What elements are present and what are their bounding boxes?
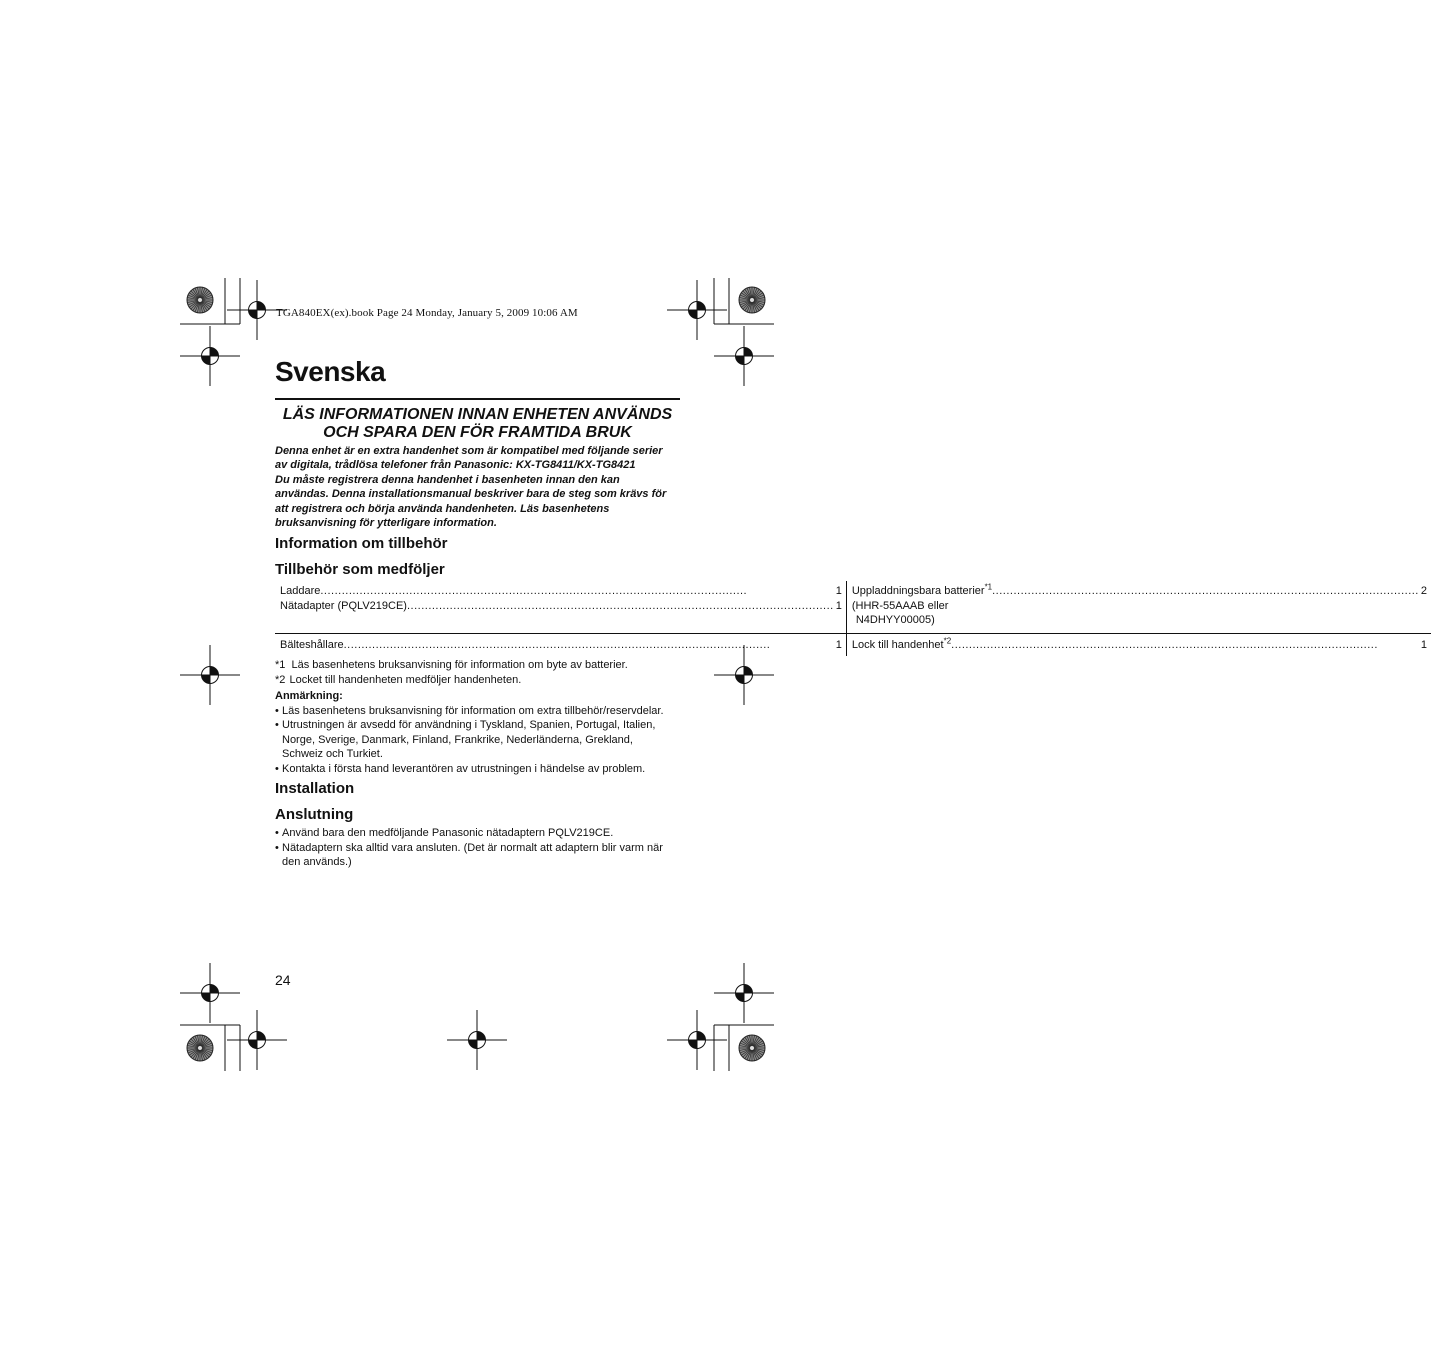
accessory-name: Laddare xyxy=(280,585,321,597)
footnote-ref: *2 xyxy=(943,636,952,646)
dot-leader xyxy=(407,599,834,614)
footnote-mark: *2 xyxy=(275,674,286,686)
dot-leader xyxy=(992,584,1419,599)
table-cell xyxy=(846,581,1431,634)
intro-line: av digitala, trådlösa telefoner från Panasonic: KX-TG8411/KX-TG8421 xyxy=(275,459,636,472)
accessory-name: Bälteshållare xyxy=(280,639,344,651)
subsection-heading-included: Tillbehör som medföljer xyxy=(275,561,445,578)
dot-leader xyxy=(344,638,834,653)
accessory-name: Nätadapter (PQLV219CE) xyxy=(280,599,407,612)
notes-block xyxy=(275,689,685,776)
accessory-name: Uppladdningsbara batterier$^{*1}$ xyxy=(851,582,993,597)
footnote-2 xyxy=(275,674,521,686)
intro-line: användas. Denna installationsmanual beskriver bara de steg som krävs för xyxy=(275,488,667,501)
list-item: • Nätadaptern ska alltid vara ansluten. (Det är normalt att adaptern blir varm när den används.) xyxy=(275,841,685,870)
warning-heading-line2: OCH SPARA DEN FÖR FRAMTIDA BRUK xyxy=(323,424,632,441)
accessories-table xyxy=(275,581,1431,656)
accessory-name: Lock till handenhet$^{*2}$ xyxy=(851,636,952,651)
table-row xyxy=(275,634,1431,656)
accessory-qty: 2 xyxy=(1420,585,1427,597)
intro-line: Denna enhet är en extra handenhet som är kompatibel med följande serier xyxy=(275,445,663,457)
file-info-header: TGA840EX(ex).book Page 24 Monday, January 5, 2009 10:06 AM xyxy=(276,307,578,319)
section-heading-accessories: Information om tillbehör xyxy=(275,535,448,552)
accessory-qty: 1 xyxy=(835,639,842,651)
battery-model: N4DHYY00005) xyxy=(855,614,935,626)
list-item: • Läs basenhetens bruksanvisning för information om extra tillbehör/reservdelar. xyxy=(275,704,685,719)
intro-line: att registrera och börja använda handenheten. Läs basenhetens xyxy=(275,502,610,515)
list-item: • Använd bara den medföljande Panasonic nätadaptern PQLV219CE. xyxy=(275,826,685,841)
battery-model: (HHR-55AAAB eller xyxy=(851,599,949,612)
table-cell xyxy=(275,634,846,656)
warning-heading-line1: LÄS INFORMATIONEN INNAN ENHETEN ANVÄNDS xyxy=(282,406,673,423)
table-cell xyxy=(846,634,1431,656)
footnote-text: Locket till handenheten medföljer handenheten. xyxy=(289,674,522,686)
intro-paragraph xyxy=(275,444,685,530)
footnote-text: Läs basenhetens bruksanvisning för information om byte av batterier. xyxy=(291,659,628,671)
intro-line: Du måste registrera denna handenhet i basenheten innan den kan xyxy=(275,473,620,486)
subsection-heading-connection: Anslutning xyxy=(275,806,354,823)
accessory-qty: 1 xyxy=(835,585,842,597)
accessory-adapter xyxy=(280,599,842,614)
dot-leader xyxy=(320,584,833,599)
section-heading-installation: Installation xyxy=(275,780,355,797)
page-title: Svenska xyxy=(275,356,386,387)
list-item: • Kontakta i första hand leverantören av utrustningen i händelse av problem. xyxy=(275,762,685,777)
connection-list xyxy=(275,826,685,870)
footnote-1 xyxy=(275,659,628,671)
accessory-batteries xyxy=(852,584,1427,599)
accessory-belt-clip xyxy=(280,638,842,653)
notes-label: Anmärkning: xyxy=(275,690,343,702)
table-cell xyxy=(275,581,846,634)
intro-line: bruksanvisning för ytterligare information. xyxy=(275,517,497,530)
page-number: 24 xyxy=(275,972,291,988)
footnote-mark: *1 xyxy=(275,659,286,671)
accessory-qty: 1 xyxy=(835,599,842,612)
accessory-qty: 1 xyxy=(1420,639,1427,651)
title-rule xyxy=(275,398,680,400)
list-item: • Utrustningen är avsedd för användning i Tyskland, Spanien, Portugal, Italien, Norge, Sverige, Danmark, Finland, Frankrike, Nederländerna, Grekland, Schweiz och Turkiet. xyxy=(275,718,685,762)
accessory-charger xyxy=(280,584,842,599)
table-row xyxy=(275,581,1431,634)
footnote-ref: *1 xyxy=(984,582,993,592)
dot-leader xyxy=(951,638,1419,653)
accessory-cover xyxy=(852,638,1427,653)
